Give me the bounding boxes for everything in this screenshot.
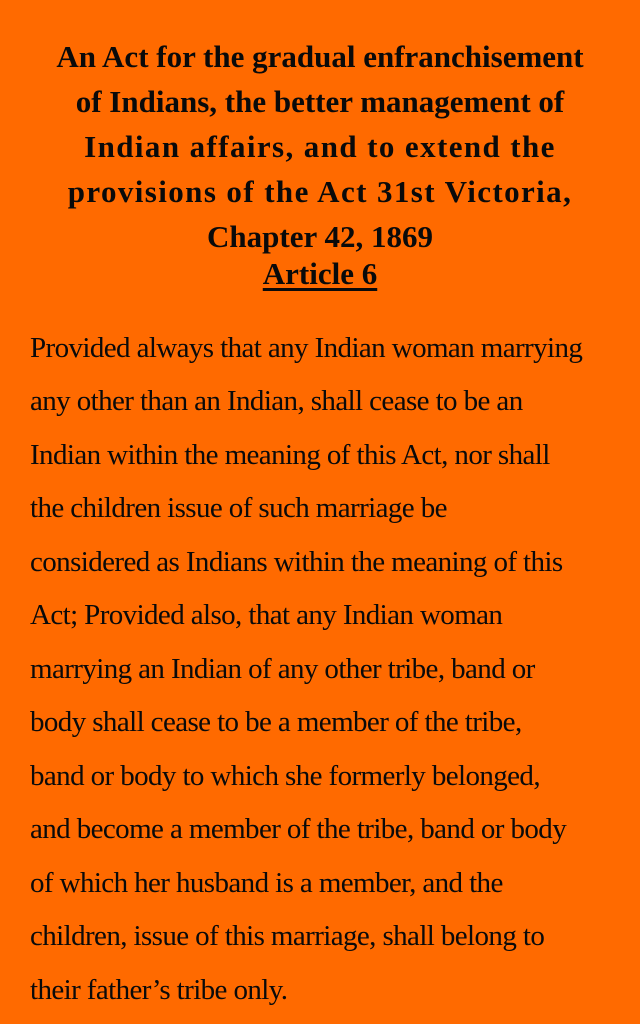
body-line-7: marrying an Indian of any other tribe, band or — [30, 652, 535, 685]
article-body — [30, 322, 610, 1018]
body-line-3: Indian within the meaning of this Act, nor shall — [30, 438, 550, 471]
body-line-8: body shall cease to be a member of the tribe, — [30, 706, 522, 739]
title-line-3: Indian affairs, and to extend the — [84, 129, 556, 164]
body-line-11: of which her husband is a member, and the — [30, 866, 503, 899]
title-line-5: Chapter 42, 1869 — [207, 219, 433, 254]
act-title — [30, 34, 610, 259]
body-line-1: Provided always that any Indian woman marrying — [30, 331, 583, 364]
title-line-1: An Act for the gradual enfranchisement — [56, 39, 584, 74]
title-line-2: of Indians, the better management of — [75, 84, 565, 119]
body-line-6: Act; Provided also, that any Indian woman — [30, 599, 503, 632]
body-line-2: any other than an Indian, shall cease to be an — [30, 385, 523, 418]
article-heading-text: Article 6 — [262, 256, 378, 291]
body-line-4: the children issue of such marriage be — [30, 492, 447, 525]
article-heading — [30, 251, 610, 296]
body-line-13: their father’s tribe only. — [30, 973, 288, 1006]
body-line-9: band or body to which she formerly belonged, — [30, 759, 540, 792]
body-line-10: and become a member of the tribe, band or body — [30, 813, 567, 846]
body-line-12: children, issue of this marriage, shall belong to — [30, 920, 545, 953]
body-line-5: considered as Indians within the meaning of this — [30, 545, 563, 578]
title-line-4: provisions of the Act 31st Victoria, — [67, 174, 573, 209]
